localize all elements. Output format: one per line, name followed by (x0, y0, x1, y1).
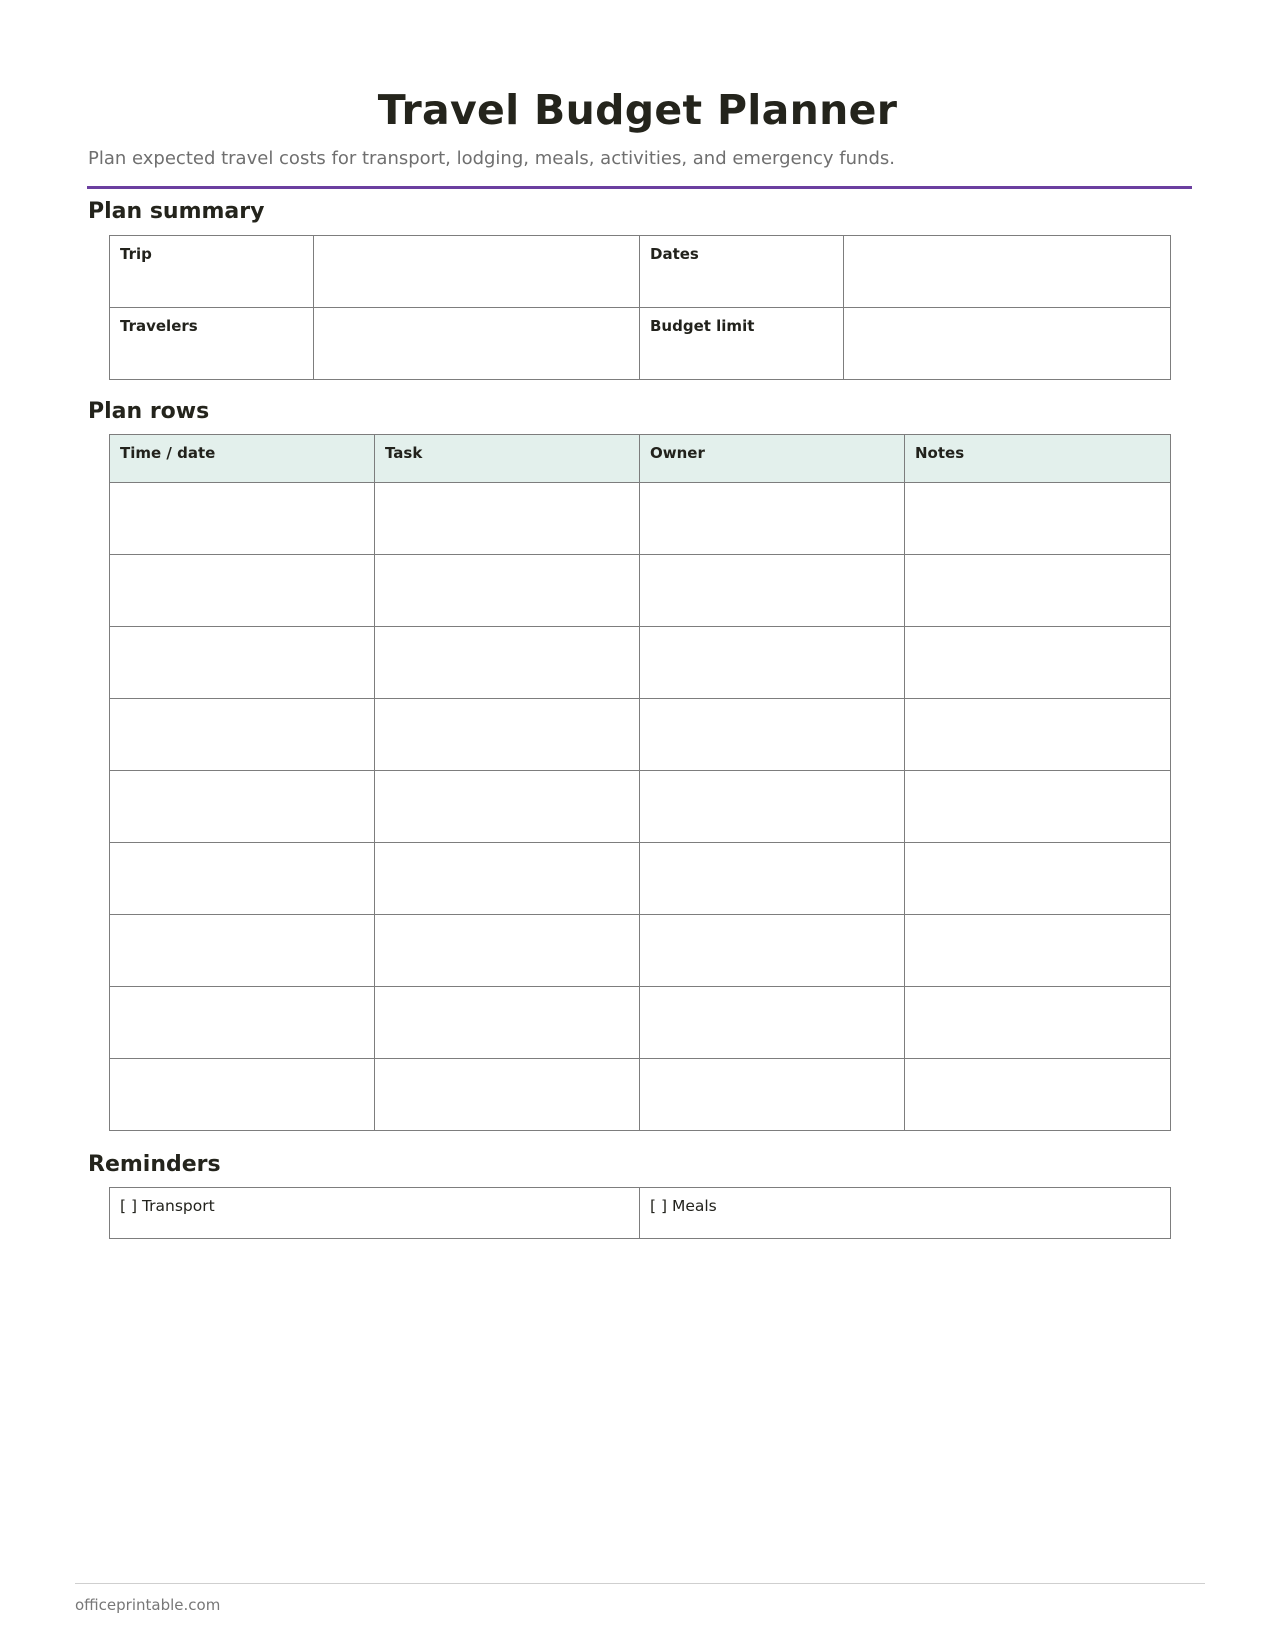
summary-label-travelers: Travelers (110, 308, 314, 380)
table-cell[interactable] (905, 483, 1171, 555)
table-cell[interactable] (375, 915, 640, 987)
page-subtitle: Plan expected travel costs for transport, lodging, meals, activities, and emergency funds. (88, 148, 895, 169)
footer-site: officeprintable.com (75, 1596, 221, 1614)
summary-heading: Plan summary (88, 199, 265, 224)
page-title: Travel Budget Planner (377, 86, 898, 134)
table-cell[interactable] (640, 771, 905, 843)
footer-divider (75, 1583, 1205, 1584)
accent-divider (87, 186, 1192, 189)
table-row (110, 1059, 1171, 1131)
column-header-time-date: Time / date (110, 435, 375, 483)
table-row (110, 627, 1171, 699)
table-cell[interactable] (640, 699, 905, 771)
table-cell[interactable] (640, 843, 905, 915)
summary-value-budget-limit[interactable] (844, 308, 1171, 380)
reminder-meals[interactable]: [ ] Meals (640, 1188, 1171, 1239)
column-header-owner: Owner (640, 435, 905, 483)
table-cell[interactable] (905, 843, 1171, 915)
table-cell[interactable] (110, 699, 375, 771)
table-cell[interactable] (375, 843, 640, 915)
table-cell[interactable] (375, 699, 640, 771)
summary-value-dates[interactable] (844, 236, 1171, 308)
table-cell[interactable] (110, 627, 375, 699)
table-cell[interactable] (375, 627, 640, 699)
table-cell[interactable] (375, 771, 640, 843)
table-cell[interactable] (905, 987, 1171, 1059)
plan-rows-table (109, 434, 1171, 1131)
table-cell[interactable] (640, 1059, 905, 1131)
table-cell[interactable] (375, 555, 640, 627)
column-header-task: Task (375, 435, 640, 483)
table-cell[interactable] (905, 555, 1171, 627)
table-cell[interactable] (110, 555, 375, 627)
reminders-table (109, 1187, 1171, 1239)
table-cell[interactable] (640, 627, 905, 699)
summary-table (109, 235, 1171, 380)
summary-label-dates: Dates (640, 236, 844, 308)
summary-label-budget-limit: Budget limit (640, 308, 844, 380)
table-cell[interactable] (375, 987, 640, 1059)
table-cell[interactable] (640, 915, 905, 987)
table-row (110, 771, 1171, 843)
table-row (110, 483, 1171, 555)
column-header-notes: Notes (905, 435, 1171, 483)
table-row (110, 699, 1171, 771)
summary-value-trip[interactable] (314, 236, 640, 308)
table-cell[interactable] (110, 483, 375, 555)
table-cell[interactable] (905, 1059, 1171, 1131)
summary-value-travelers[interactable] (314, 308, 640, 380)
table-cell[interactable] (375, 483, 640, 555)
table-cell[interactable] (905, 915, 1171, 987)
table-cell[interactable] (110, 987, 375, 1059)
table-cell[interactable] (905, 627, 1171, 699)
table-cell[interactable] (640, 987, 905, 1059)
table-cell[interactable] (110, 1059, 375, 1131)
table-cell[interactable] (375, 1059, 640, 1131)
table-row (110, 915, 1171, 987)
table-cell[interactable] (905, 771, 1171, 843)
table-row (110, 987, 1171, 1059)
reminder-transport[interactable]: [ ] Transport (110, 1188, 640, 1239)
table-cell[interactable] (110, 771, 375, 843)
table-cell[interactable] (905, 699, 1171, 771)
table-row (110, 555, 1171, 627)
table-cell[interactable] (640, 483, 905, 555)
plan-rows-heading: Plan rows (88, 399, 210, 424)
table-cell[interactable] (640, 555, 905, 627)
summary-label-trip: Trip (110, 236, 314, 308)
table-row (110, 843, 1171, 915)
table-cell[interactable] (110, 843, 375, 915)
table-cell[interactable] (110, 915, 375, 987)
reminders-heading: Reminders (88, 1152, 221, 1177)
